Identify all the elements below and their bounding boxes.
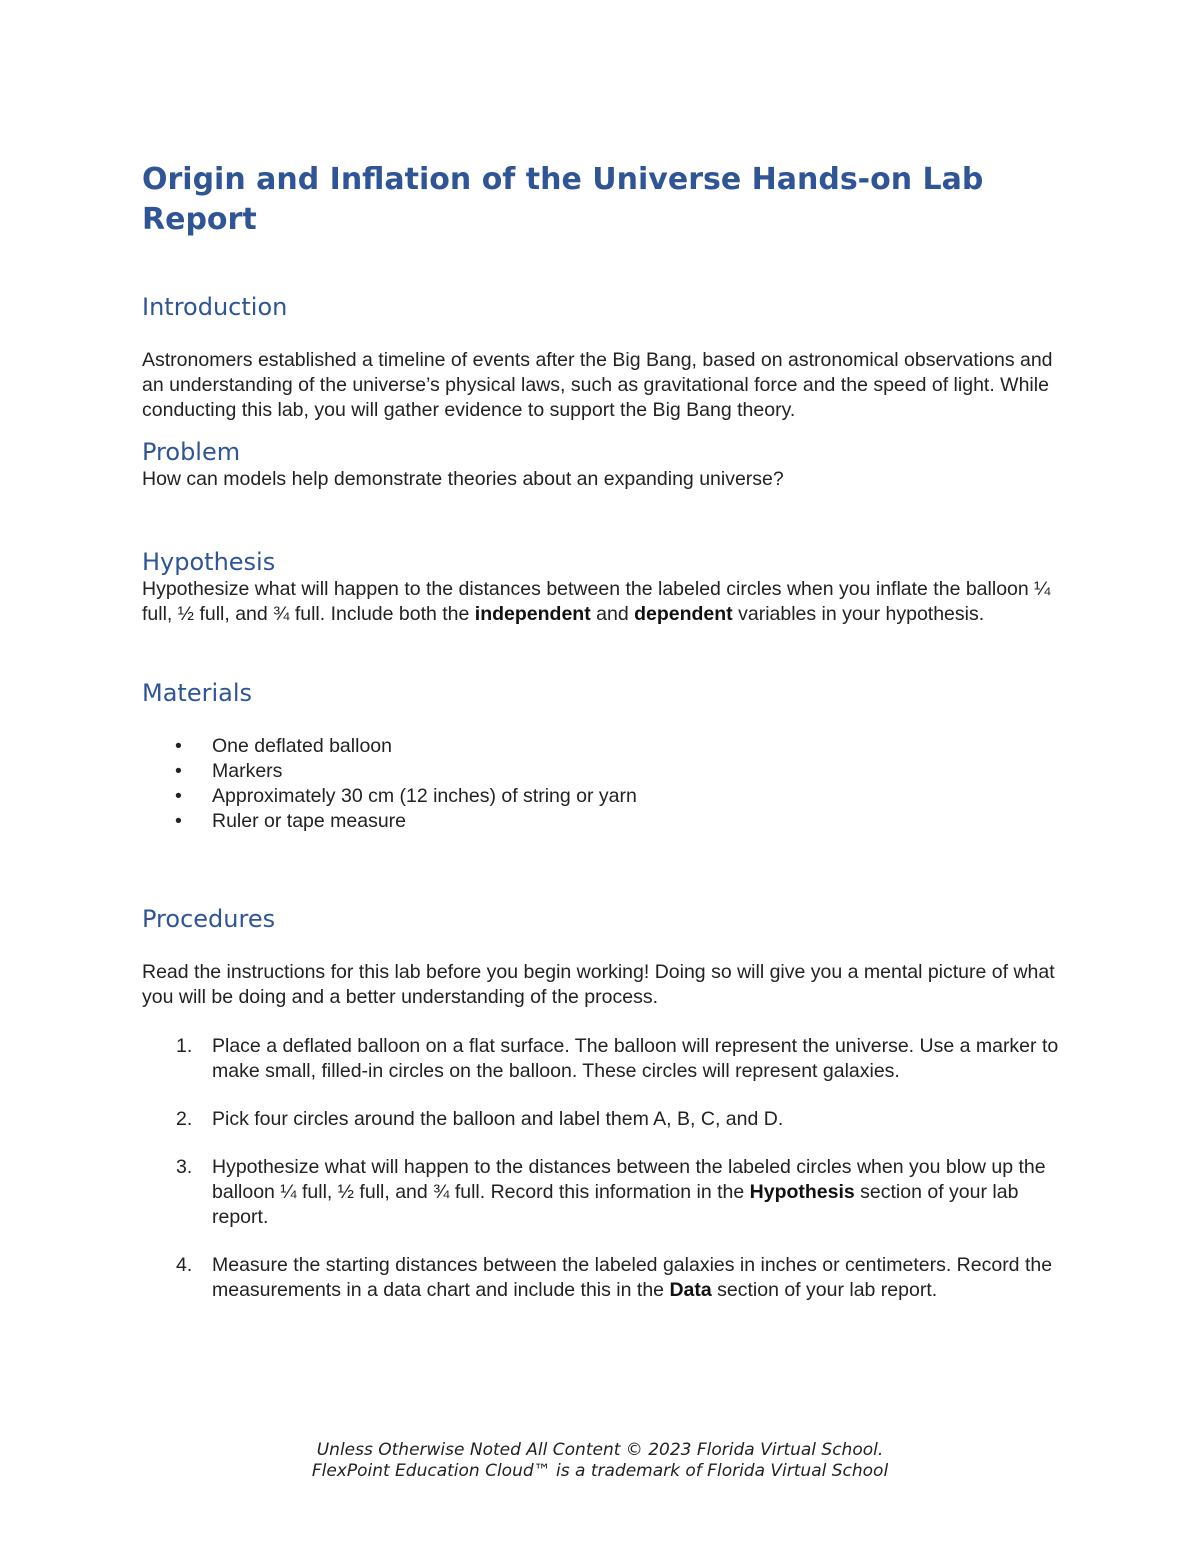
data-bold: Data (669, 1279, 712, 1301)
problem-section (142, 437, 1072, 492)
page-footer (0, 1440, 1200, 1482)
problem-heading: Problem (142, 438, 241, 466)
step-text-before: Measure the starting distances between the labeled galaxies in inches or centimeters. Record the measurements in a data chart and include this in the (212, 1254, 1053, 1301)
list-item (142, 784, 1072, 809)
problem-text: How can models help demonstrate theories about an expanding universe? (142, 468, 784, 490)
list-item (142, 734, 1072, 759)
list-item (142, 759, 1072, 784)
material-label: One deflated balloon (212, 735, 392, 757)
hypothesis-text-after: variables in your hypothesis. (732, 603, 985, 625)
hypothesis-text-before: Hypothesize what will happen to the distances between the labeled circles when you inflate the balloon ¼ full, ½ full, and ¾ full. Include both the (142, 578, 1051, 625)
material-label: Ruler or tape measure (212, 810, 407, 832)
procedures-section (142, 904, 1072, 1303)
hypothesis-bold: Hypothesis (749, 1181, 855, 1203)
list-item (142, 1034, 1072, 1084)
footer-copyright: Unless Otherwise Noted All Content © 2023 Florida Virtual School. (316, 1440, 884, 1460)
list-item (142, 809, 1072, 834)
list-item (142, 1107, 1072, 1132)
hypothesis-section (142, 547, 1072, 627)
step-number: 2. (176, 1108, 193, 1130)
introduction-heading: Introduction (142, 293, 288, 321)
step-number: 4. (176, 1254, 193, 1276)
procedures-heading: Procedures (142, 905, 276, 933)
step-text-before: Hypothesize what will happen to the distances between the labeled circles when you blow up the balloon ¼ full, ½ full, and ¾ full. Record this information in the (212, 1156, 1046, 1203)
procedures-intro: Read the instructions for this lab before you begin working! Doing so will give you a mental picture of what you will be doing and a better understanding of the process. (142, 961, 1055, 1008)
step-text: Place a deflated balloon on a flat surface. The balloon will represent the universe. Use a marker to make small, filled-in circles on the balloon. These circles will represent galaxies. (212, 1035, 1059, 1082)
hypothesis-text-middle: and (590, 603, 635, 625)
step-number: 1. (176, 1035, 193, 1057)
materials-list (142, 734, 1072, 834)
list-item (142, 1253, 1072, 1303)
material-label: Approximately 30 cm (12 inches) of string or yarn (212, 785, 637, 807)
material-label: Markers (212, 760, 283, 782)
bullet-icon: • (175, 760, 182, 782)
document-title: Origin and Inflation of the Universe Hands-on Lab Report (142, 162, 984, 237)
dependent-bold: dependent (634, 603, 733, 625)
bullet-icon: • (175, 785, 182, 807)
materials-section (142, 678, 1072, 834)
document-page (142, 160, 1072, 1326)
step-text: Pick four circles around the balloon and label them A, B, C, and D. (212, 1108, 784, 1130)
list-item (142, 1155, 1072, 1230)
procedures-steps (142, 1034, 1072, 1303)
bullet-icon: • (175, 810, 182, 832)
materials-heading: Materials (142, 679, 253, 707)
hypothesis-heading: Hypothesis (142, 548, 276, 576)
step-number: 3. (176, 1156, 193, 1178)
introduction-text: Astronomers established a timeline of events after the Big Bang, based on astronomical observations and an understanding of the universe’s physical laws, such as gravitational force and the speed of light. While conducting this lab, you will gather evidence to support the Big Bang theory. (142, 349, 1053, 421)
independent-bold: independent (474, 603, 591, 625)
step-text-after: section of your lab report. (711, 1279, 938, 1301)
hypothesis-text (142, 577, 1072, 627)
step-text-after: section of your lab report. (212, 1181, 1019, 1228)
footer-trademark: FlexPoint Education Cloud™ is a trademark of Florida Virtual School (311, 1461, 889, 1481)
introduction-section (142, 292, 1072, 423)
bullet-icon: • (175, 735, 182, 757)
